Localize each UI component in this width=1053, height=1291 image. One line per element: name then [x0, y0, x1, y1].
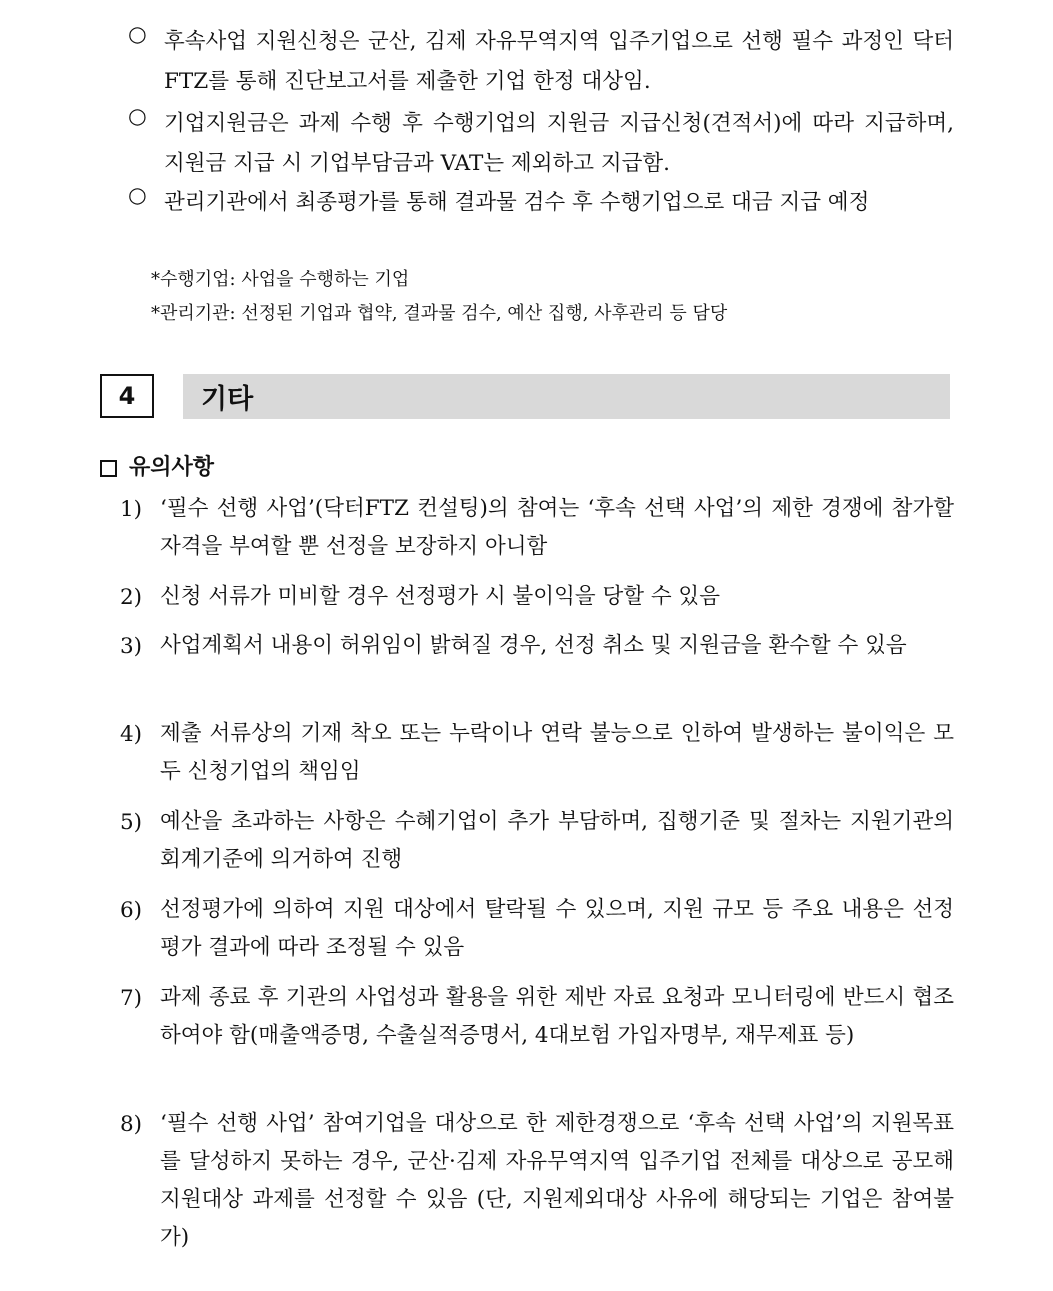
item-text: 신청 서류가 미비할 경우 선정평가 시 불이익을 당할 수 있음	[160, 584, 720, 609]
subheading-text: 유의사항	[129, 455, 215, 480]
item-text: ‘필수 선행 사업’(닥터FTZ 컨설팅)의 참여는 ‘후속 선택 사업’의 제한 경쟁에 참가할 자격을 부여할 뿐 선정을 보장하지 아니함	[160, 496, 954, 559]
list-item	[120, 627, 954, 665]
item-number: 2)	[120, 585, 143, 610]
footnote: *관리기관: 선정된 기업과 협약, 결과물 검수, 예산 집행, 사후관리 등 담당	[151, 303, 728, 324]
list-item	[120, 979, 954, 1055]
bullet-text: 관리기관에서 최종평가를 통해 결과물 검수 후 수행기업으로 대금 지급 예정	[164, 190, 870, 215]
item-number: 7)	[120, 986, 143, 1011]
item-number: 5)	[120, 810, 143, 835]
item-number: 3)	[120, 634, 143, 659]
item-number: 1)	[120, 497, 143, 522]
item-number: 4)	[120, 722, 143, 747]
bullet-text: 후속사업 지원신청은 군산, 김제 자유무역지역 입주기업으로 선행 필수 과정인 닥터FTZ를 통해 진단보고서를 제출한 기업 한정 대상임.	[164, 29, 954, 94]
item-number: 8)	[120, 1112, 143, 1137]
list-item	[120, 715, 954, 791]
section-title	[183, 374, 950, 419]
list-item	[120, 803, 954, 879]
item-text: 과제 종료 후 기관의 사업성과 활용을 위한 제반 자료 요청과 모니터링에 반드시 협조하여야 함(매출액증명, 수출실적증명서, 4대보험 가입자명부, 재무제표 등)	[160, 985, 954, 1048]
list-item	[120, 490, 954, 566]
bullet-mark: ○	[128, 183, 147, 208]
item-text: 예산을 초과하는 사항은 수혜기업이 추가 부담하며, 집행기준 및 절차는 지원기관의 회계기준에 의거하여 진행	[160, 809, 954, 872]
list-item	[120, 1105, 954, 1257]
bullet-mark: ○	[128, 22, 147, 47]
item-text: 선정평가에 의하여 지원 대상에서 탈락될 수 있으며, 지원 규모 등 주요 내용은 선정평가 결과에 따라 조정될 수 있음	[160, 897, 954, 960]
section-title-text: 기타	[201, 384, 254, 415]
list-item	[120, 578, 954, 616]
bullet-item	[128, 104, 954, 184]
footnote: *수행기업: 사업을 수행하는 기업	[151, 269, 410, 290]
subheading	[100, 452, 214, 484]
bullet-item	[128, 22, 954, 102]
item-number: 6)	[120, 898, 143, 923]
section-number: 4	[100, 374, 154, 418]
bullet-text: 기업지원금은 과제 수행 후 수행기업의 지원금 지급신청(견적서)에 따라 지급하며, 지원금 지급 시 기업부담금과 VAT는 제외하고 지급함.	[164, 111, 954, 176]
item-text: ‘필수 선행 사업’ 참여기업을 대상으로 한 제한경쟁으로 ‘후속 선택 사업’의 지원목표를 달성하지 못하는 경우, 군산·김제 자유무역지역 입주기업 전체를 대상으로 공모해 지원대상 과제를 선정할 수 있음 (단, 지원제외대상 사유에 해당되는 기업은 참여불가)	[160, 1111, 954, 1250]
bullet-mark: ○	[128, 104, 147, 129]
checkbox-icon	[100, 460, 117, 477]
item-text: 제출 서류상의 기재 착오 또는 누락이나 연락 불능으로 인하여 발생하는 불이익은 모두 신청기업의 책임임	[160, 721, 954, 784]
bullet-item	[128, 183, 954, 223]
list-item	[120, 891, 954, 967]
item-text: 사업계획서 내용이 허위임이 밝혀질 경우, 선정 취소 및 지원금을 환수할 수 있음	[160, 633, 907, 658]
